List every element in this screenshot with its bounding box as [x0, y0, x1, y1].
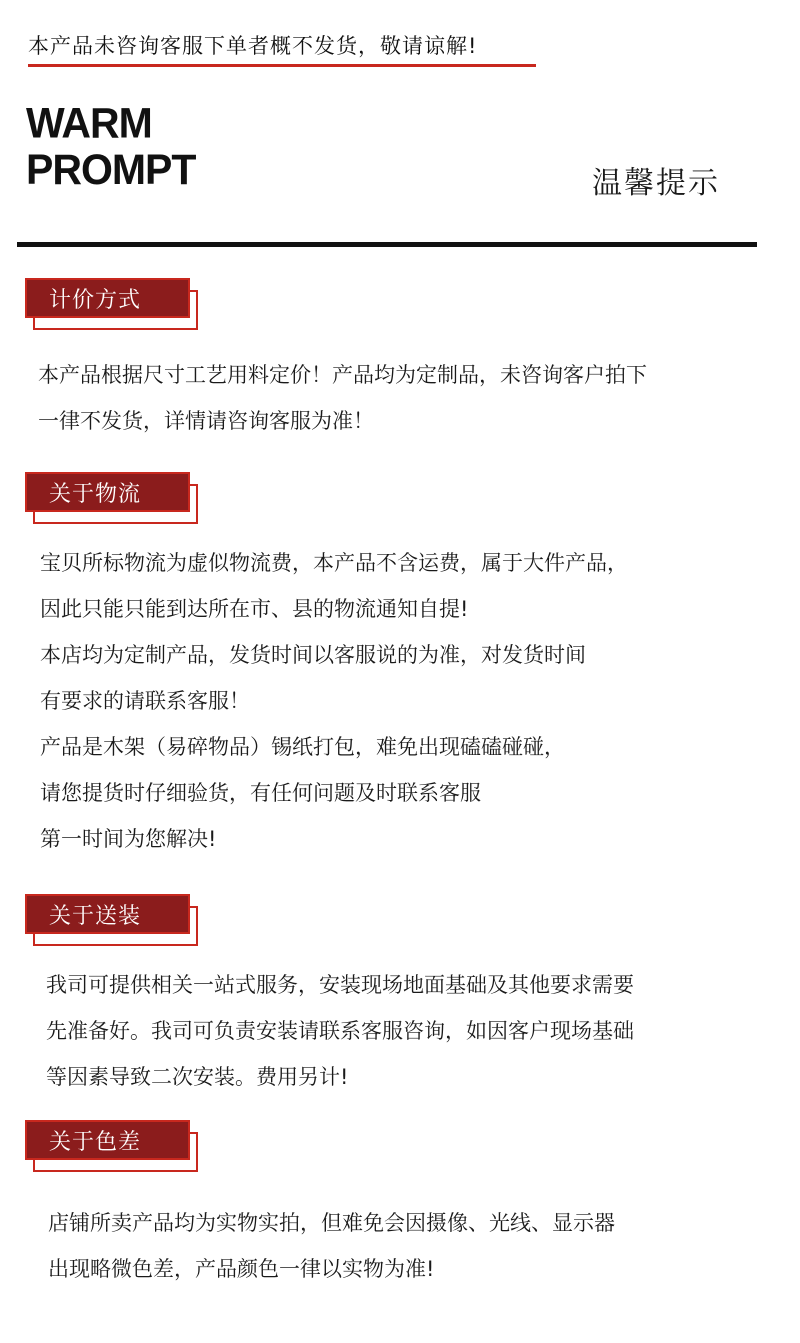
body-line: 第一时间为您解决!: [40, 827, 217, 851]
body-line: 产品是木架（易碎物品）锡纸打包，难免出现磕磕碰碰，: [40, 735, 565, 759]
body-line: 请您提货时仔细验货，有任何问题及时联系客服: [40, 781, 481, 805]
title-cn: 温馨提示: [592, 166, 720, 201]
top-notice: 本产品未咨询客服下单者概不发货，敬请谅解!: [28, 34, 478, 58]
body-line: 有要求的请联系客服！: [40, 689, 250, 713]
body-line: 本产品根据尺寸工艺用料定价！产品均为定制品，未咨询客户拍下: [38, 363, 647, 387]
heading-box: 关于色差: [25, 1120, 190, 1160]
body-line: 宝贝所标物流为虚似物流费，本产品不含运费，属于大件产品，: [40, 551, 628, 575]
title-en-line1: WARM: [26, 98, 152, 148]
heading-box: 关于送装: [25, 894, 190, 934]
body-line: 本店均为定制产品，发货时间以客服说的为准，对发货时间: [40, 643, 586, 667]
section-body-pricing: [38, 352, 647, 444]
heading-box: 计价方式: [25, 278, 190, 318]
section-body-logistics: [40, 540, 628, 862]
body-line: 我司可提供相关一站式服务，安装现场地面基础及其他要求需要: [46, 973, 634, 997]
body-line: 先准备好。我司可负责安装请联系客服咨询，如因客户现场基础: [46, 1019, 634, 1043]
section-heading-color-diff: [25, 1120, 200, 1174]
header-divider: [17, 242, 757, 247]
warm-prompt-title: [26, 100, 195, 192]
section-heading-delivery-install: [25, 894, 200, 948]
notice-underline: [28, 64, 536, 67]
body-line: 店铺所卖产品均为实物实拍，但难免会因摄像、光线、显示器: [48, 1211, 615, 1235]
body-line: 因此只能只能到达所在市、县的物流通知自提!: [40, 597, 469, 621]
section-heading-logistics: [25, 472, 200, 526]
title-en-line2: PROMPT: [26, 144, 196, 194]
section-heading-pricing: [25, 278, 200, 332]
body-line: 一律不发货，详情请咨询客服为准！: [38, 409, 374, 433]
body-line: 等因素导致二次安装。费用另计!: [46, 1065, 349, 1089]
section-body-color-diff: [48, 1200, 615, 1292]
body-line: 出现略微色差，产品颜色一律以实物为准!: [48, 1257, 435, 1281]
section-body-delivery-install: [46, 962, 634, 1100]
heading-box: 关于物流: [25, 472, 190, 512]
